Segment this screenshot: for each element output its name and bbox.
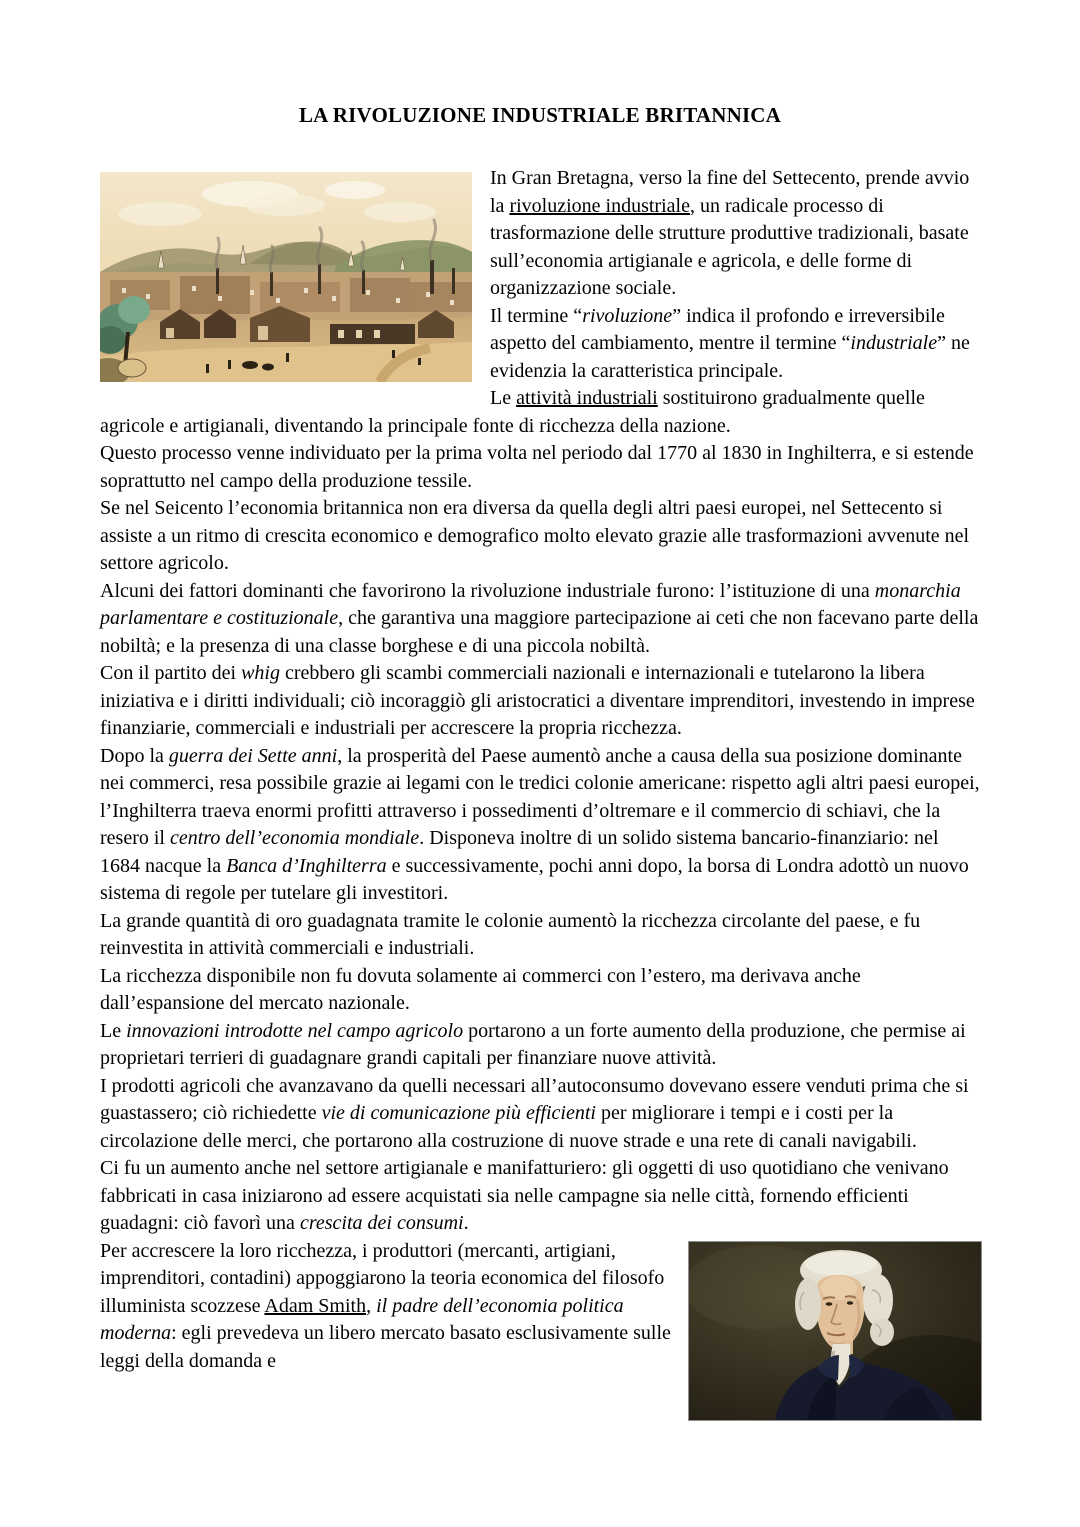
paragraph: Questo processo venne individuato per la prima volta nel periodo dal 1770 al 1830 in Inghilterra, e si estende soprattutto nel campo della produzione tessile. [100, 442, 974, 492]
paragraph: La ricchezza disponibile non fu dovuta solamente ai commerci con l’estero, ma derivava anche dall’espansione del mercato nazionale. [100, 964, 861, 1014]
paragraph: Con il partito dei whig crebbero gli scambi commerciali nazionali e internazionali e tutelarono la libera iniziativa e i diritti individuali; ciò incoraggiò gli aristocratici a diventare imprenditori, investendo in imprese finanziarie, commerciali e industriali per accrescere la propria ricchezza. [100, 662, 975, 739]
paragraph: In Gran Bretagna, verso la fine del Settecento, prende avvio la rivoluzione industriale, un radicale processo di trasformazione delle strutture produttive tradizionali, basate sull’economia artigianale e agricola, e delle forme di organizzazione sociale. [490, 167, 970, 299]
paragraph: Ci fu un aumento anche nel settore artigianale e manifatturiero: gli oggetti di uso quotidiano che venivano fabbricati in casa iniziarono ad essere acquistati sia nelle campagne sia nelle città, fornendo efficienti guadagni: ciò favorì una crescita dei consumi. [100, 1157, 949, 1234]
paragraph: Dopo la guerra dei Sette anni, la prosperità del Paese aumentò anche a causa della sua posizione dominante nei commerci, resa possibile grazie ai legami con le tredici colonie americane: rispetto agli altri paesi europei, l’Inghilterra traeva enormi profitti attraverso i possedimenti d’oltremare e il commercio di schiavi, che la resero il centro dell’economia mondiale. Disponeva inoltre di un solido sistema bancario-finanziario: nel 1684 nacque la Banca d’Inghilterra e successivamente, pochi anni dopo, la borsa di Londra adottò un nuovo sistema di regole per tutelare gli investitori. [100, 744, 980, 904]
paragraph: Il termine “rivoluzione” indica il profondo e irreversibile aspetto del cambiamento, mentre il termine “industriale” ne evidenzia la caratteristica principale. [490, 304, 970, 382]
industrial-town-painting-image [100, 172, 472, 382]
paragraph: La grande quantità di oro guadagnata tramite le colonie aumentò la ricchezza circolante del paese, e fu reinvestita in attività commerciali e industriali. [100, 909, 921, 959]
page-title: LA RIVOLUZIONE INDUSTRIALE BRITANNICA [298, 103, 782, 127]
paragraph: I prodotti agricoli che avanzavano da quelli necessari all’autoconsumo dovevano essere venduti prima che si guastassero; ciò richiedette vie di comunicazione più efficienti per migliorare i tempi e i costi per la circolazione delle merci, che portarono alla costruzione di nuove strade e una rete di canali navigabili. [100, 1074, 969, 1152]
paragraph: Le attività industriali sostituirono gradualmente quelle agricole e artigianali, diventando la principale fonte di ricchezza della nazione. [100, 387, 925, 437]
paragraph: Alcuni dei fattori dominanti che favorirono la rivoluzione industriale furono: l’istituzione di una monarchia parlamentare e costituzionale, che garantiva una maggiore partecipazione ai ceti che non facevano parte della nobiltà; e la presenza di una classe borghese e di una piccola nobiltà. [100, 579, 979, 657]
adam-smith-portrait [688, 1241, 982, 1421]
paragraph: Se nel Seicento l’economia britannica non era diversa da quella degli altri paesi europei, nel Settecento si assiste a un ritmo di crescita economico e demografico molto elevato grazie alle trasformazioni avvenute nel settore agricolo. [100, 497, 970, 574]
paragraph: Le innovazioni introdotte nel campo agricolo portarono a un forte aumento della produzione, che permise ai proprietari terrieri di guadagnare grandi capitali per finanziare nuove attività. [100, 1019, 966, 1069]
industrial-town-painting [100, 172, 472, 382]
paragraph: Per accrescere la loro ricchezza, i produttori (mercanti, artigiani, imprenditori, contadini) appoggiarono la teoria economica del filosofo illuminista scozzese Adam Smith, il padre dell’economia politica moderna: egli prevedeva un libero mercato basato esclusivamente sulle leggi della domanda e [100, 1239, 671, 1372]
adam-smith-portrait-image [689, 1242, 981, 1420]
document-body [100, 165, 982, 1375]
